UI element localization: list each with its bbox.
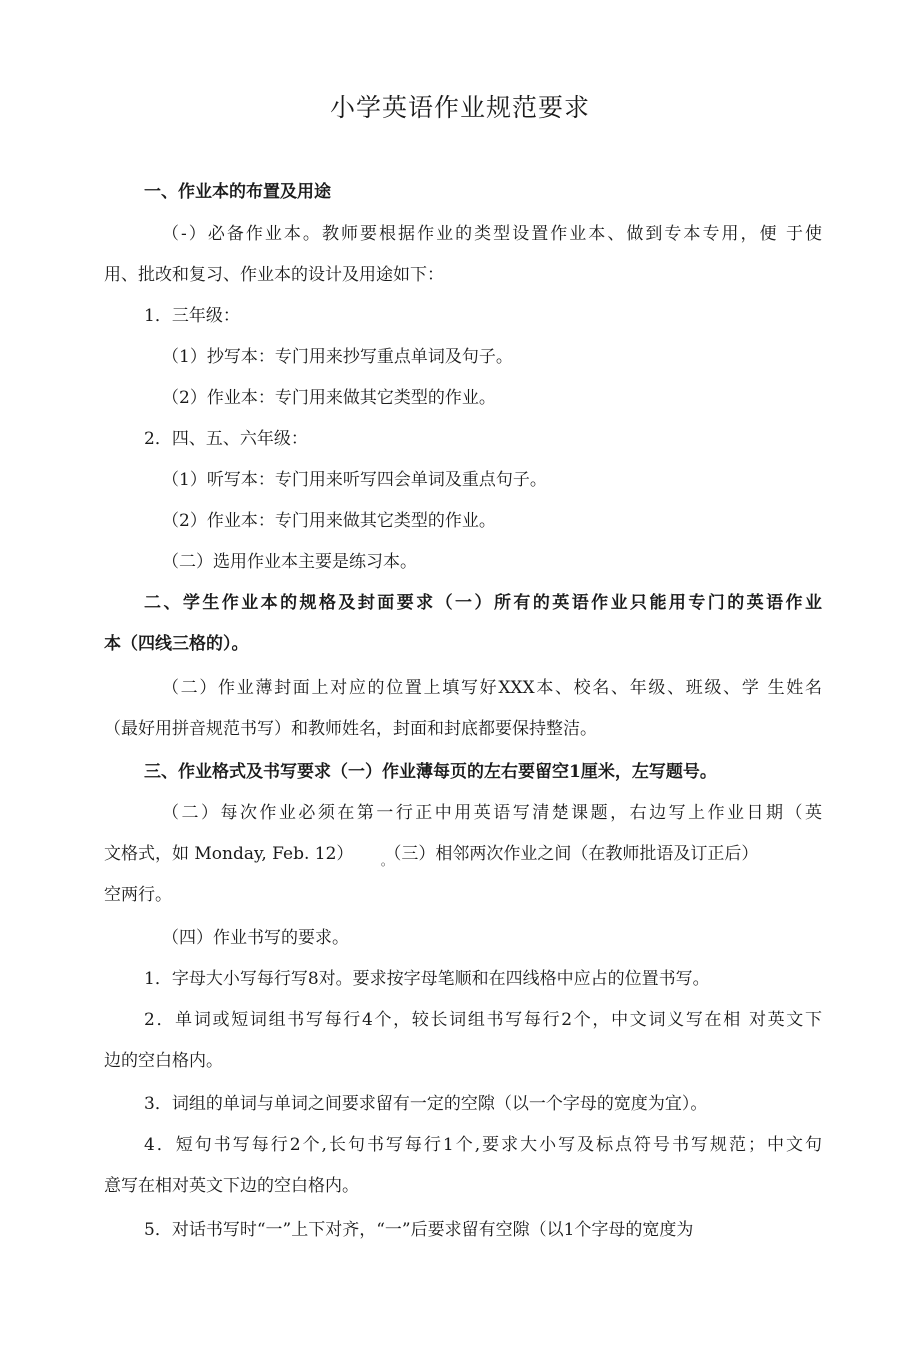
paragraph-line: 空两行。 xyxy=(104,885,172,905)
list-item: （1）抄写本：专门用来抄写重点单词及句子。 xyxy=(162,347,513,367)
section-heading-2-cont: 本（四线三格的）。 xyxy=(104,634,249,654)
list-item: 1．字母大小写每行写8对。要求按字母笔顺和在四线格中应占的位置书写。 xyxy=(144,969,710,989)
paragraph-line: （二）选用作业本主要是练习本。 xyxy=(162,552,417,572)
list-item: 5．对话书写时“一”上下对齐，“一”后要求留有空隙（以1个字母的宽度为 xyxy=(144,1220,694,1240)
list-item: 1．三年级： xyxy=(144,306,240,326)
list-item-cont: 意写在相对英文下边的空白格内。 xyxy=(104,1176,359,1196)
list-item: （2）作业本：专门用来做其它类型的作业。 xyxy=(162,511,496,531)
list-item-cont: 边的空白格内。 xyxy=(104,1051,223,1071)
paragraph-line: （二）每次作业必须在第一行正中用英语写清楚课题，右边写上作业日期（英 xyxy=(162,803,822,823)
list-item: 4．短句书写每行2个,长句书写每行1个,要求大小写及标点符号书写规范；中文句 xyxy=(144,1135,822,1155)
paragraph-line: 用、批改和复习、作业本的设计及用途如下： xyxy=(104,265,444,285)
list-item: 2．单词或短词组书写每行4个，较长词组书写每行2个，中文词义写在相 对英文下 xyxy=(144,1010,822,1030)
paragraph-line: （四）作业书写的要求。 xyxy=(162,928,349,948)
list-item: 2．四、五、六年级： xyxy=(144,429,308,449)
date-format-example: 文格式，如 Monday, Feb. 12） xyxy=(104,844,354,864)
paragraph-line xyxy=(104,840,758,868)
page-title: 小学英语作业规范要求 xyxy=(329,93,590,122)
list-item: 3．词组的单词与单词之间要求留有一定的空隙（以一个字母的宽度为宜）。 xyxy=(144,1094,708,1114)
paragraph-line: （-）必备作业本。教师要根据作业的类型设置作业本、做到专本专用，便 于使 xyxy=(162,224,822,244)
paragraph-line: （二）作业薄封面上对应的位置上填写好XXX本、校名、年级、班级、学 生姓名 xyxy=(162,678,822,698)
section-heading-1: 一、作业本的布置及用途 xyxy=(144,182,331,202)
list-item: （1）听写本：专门用来听写四会单词及重点句子。 xyxy=(162,470,547,490)
section-heading-2: 二、学生作业本的规格及封面要求（一）所有的英语作业只能用专门的英语作业 xyxy=(144,593,822,613)
paragraph-line: （最好用拼音规范书写）和教师姓名，封面和封底都要保持整洁。 xyxy=(104,719,597,739)
inline-item-three: （三）相邻两次作业之间（在教师批语及订正后） xyxy=(392,844,759,864)
list-item: （2）作业本：专门用来做其它类型的作业。 xyxy=(162,388,496,408)
section-heading-3: 三、作业格式及书写要求（一）作业薄每页的左右要留空1厘米，左写题号。 xyxy=(144,762,717,782)
period-mark: 。 xyxy=(380,854,393,868)
